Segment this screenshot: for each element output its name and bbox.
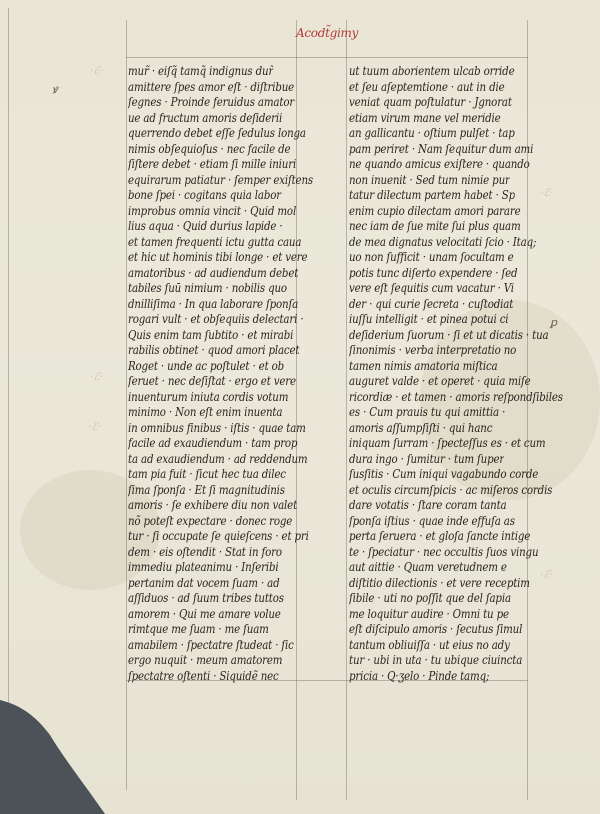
show-through-mark: ·ℰ· xyxy=(90,64,104,77)
text-line: amoris · ſe exhibere diu non valet xyxy=(128,497,298,512)
text-line: pricia · Q·ʒelo · Pinde tamq; xyxy=(349,667,490,683)
margin-note-right: ꝑ xyxy=(550,316,557,329)
text-line: ſpectatre oſtenti · Siquidẽ nec xyxy=(128,667,279,683)
text-line: improbus omnia vincit · Quid mol xyxy=(128,202,297,218)
margin-note-left: ꝟ xyxy=(52,83,58,96)
text-line: rabilis obtinet · quod amori placet xyxy=(128,342,300,357)
text-line: etiam virum mane vel meridie xyxy=(349,109,501,125)
text-line: lius aqua · Quid durius lapide · xyxy=(128,218,283,233)
text-line: amabilem · ſpectatre ſtudeat · ſic xyxy=(128,636,294,652)
text-line: ſusſitis · Cum iniqui vagabundo corde xyxy=(349,466,539,481)
text-line: minimo · Non eſt enim inuenta xyxy=(128,404,283,419)
text-line: nõ poteſt expectare · donec roge xyxy=(128,512,293,528)
text-line: dura ingo · ſumitur · tum ſuper xyxy=(349,450,505,466)
text-line: an gallicantu · oſtium pulſet · tap xyxy=(349,125,515,140)
text-line: dare votatis · ſtare coram tanta xyxy=(349,497,507,512)
text-line: ricordiæ · et tamen · amoris reſpondſibiles xyxy=(349,388,563,404)
text-line: rogari vult · et obſequiis delectari · xyxy=(128,311,304,326)
text-line: veniat quam poſtulatur · Jgnorat xyxy=(349,94,512,109)
text-line: tur · ſi occupate ſe quieſcens · et pri xyxy=(128,528,309,543)
text-line: de mea dignatus velocitati ſcio · Itaq; xyxy=(349,233,537,249)
text-line: tamen nimis amatoria miſtica xyxy=(349,357,498,373)
text-line: aut aittie · Quam veretudnem e xyxy=(349,559,507,574)
text-line: me loquitur audire · Omni tu pe xyxy=(349,605,509,621)
ruling-line xyxy=(346,20,347,800)
text-line: ſeruet · nec deſiſtat · ergo et vere xyxy=(128,373,296,388)
text-line: et oculis circumſpicis · ac miſeros cordis xyxy=(349,481,553,497)
text-line: auguret valde · et operet · quia miſe xyxy=(349,373,531,388)
text-line: amittere ſpes amor eſt · diſtribue xyxy=(128,78,295,94)
ruling-line xyxy=(126,57,528,58)
text-line: facile ad exaudiendum · tam prop xyxy=(128,435,298,450)
text-line: pam periret · Nam ſequitur dum ami xyxy=(349,140,534,156)
text-line: enim cupio dilectam amori parare xyxy=(349,202,521,218)
text-line: bone ſpei · cogitans quia labor xyxy=(128,187,281,202)
text-column-right xyxy=(349,62,563,683)
text-line: deſiderium ſuorum · ſi et ut dicatis · tua xyxy=(349,326,549,342)
text-line: tam pia fuit · ſicut hec tua dilec xyxy=(128,466,286,481)
text-line: dem · eis oſtendit · Stat in foro xyxy=(128,543,282,559)
text-line: ut tuum aborientem ulcab orride xyxy=(349,63,515,78)
text-line: non inuenit · Sed tum nimie pur xyxy=(349,171,510,187)
ruling-line xyxy=(126,20,127,790)
text-line: iuſſu intelligit · et pinea potui ci xyxy=(349,311,509,326)
text-line: tur · ubi in uta · tu ubique ciuincta xyxy=(349,652,523,667)
text-line: dnilliſima · In qua laborare ſponſa xyxy=(128,295,299,311)
text-line: tantum obliuiſſa · ut eius no ady xyxy=(349,636,510,652)
ruling-line xyxy=(8,8,9,708)
text-line: ſima ſponſa · Et ſi magnitudinis xyxy=(128,481,285,497)
text-line: Quis enim tam ſubtito · et mirabi xyxy=(128,326,294,342)
text-line: ergo nuquit · meum amatorem xyxy=(128,652,283,667)
text-line: eſt diſcipulo amoris · ſecutus ſimul xyxy=(349,621,523,636)
text-line: ue ad fructum amoris deſiderii xyxy=(128,109,283,125)
text-line: ſponſa iſtius · quae inde effuſa as xyxy=(349,512,515,528)
text-line: der · qui curie ſecreta · cuſtodiat xyxy=(349,295,514,311)
text-line: diſtitio dilectionis · et vere receptim xyxy=(349,574,530,590)
text-line: Roget · unde ac poſtulet · et ob xyxy=(128,357,285,373)
text-line: et ſeu aſeptemtione · aut in die xyxy=(349,78,505,94)
text-line: querrendo debet eſſe ſedulus longa xyxy=(128,125,306,140)
text-line: ſiſtere debet · etiam ſi mille iniuri xyxy=(128,156,297,171)
text-line: in omnibus finibus · iſtis · quae tam xyxy=(128,419,306,435)
running-head: Acodt̃gimy xyxy=(296,26,359,40)
text-line: iniquam ſurram · ſpecteſſus es · et cum xyxy=(349,435,546,450)
text-line: ſinonimis · verba interpretatio no xyxy=(349,342,517,357)
text-column-left xyxy=(128,62,313,683)
text-line: ſibile · uti no poſſit que del ſapia xyxy=(349,590,511,605)
text-line: potis tunc diſerto expendere · ſed xyxy=(349,264,518,280)
text-line: vere eſt ſequitis cum vacatur · Vi xyxy=(349,280,514,295)
text-line: aſſiduos · ad ſuum tribes tuttos xyxy=(128,590,284,605)
text-line: tatur dilectum partem habet · Sp xyxy=(349,187,516,202)
show-through-mark: ·ℰ· xyxy=(88,420,102,433)
text-line: inuenturum iniuta cordis votum xyxy=(128,388,289,404)
text-line: amatoribus · ad audiendum debet xyxy=(128,264,299,280)
show-through-mark: ·ℰ· xyxy=(540,568,554,581)
text-line: tabiles ſuū nimium · nobilis quo xyxy=(128,280,287,295)
text-line: te · ſpeciatur · nec occultis ſuos vingu xyxy=(349,543,539,559)
text-line: ne quando amicus exiſtere · quando xyxy=(349,156,530,171)
text-line: equirarum patiatur · ſemper exiſtens xyxy=(128,171,313,187)
ruling-line xyxy=(527,20,528,800)
text-line: ſegnes · Proinde feruidus amator xyxy=(128,94,295,109)
text-line: amorem · Qui me amare volue xyxy=(128,605,281,621)
show-through-mark: ·ℰ· xyxy=(90,370,104,383)
text-line: es · Cum prauis tu qui amittia · xyxy=(349,404,506,419)
text-line: nec iam de ſue mite ſui plus quam xyxy=(349,218,521,233)
text-line: perta ſeruera · et gloſa ſancte intige xyxy=(349,528,531,543)
text-line: pertanim dat vocem ſuam · ad xyxy=(128,574,280,590)
text-line: amoris aſſumpſiſti · qui hanc xyxy=(349,419,493,435)
text-line: et tamen frequenti ictu gutta caua xyxy=(128,233,302,249)
text-line: rimtque me ſuam · me ſuam xyxy=(128,621,269,636)
text-line: uo non ſufficit · unam ſocultam e xyxy=(349,249,514,264)
show-through-mark: ·ℰ· xyxy=(540,186,554,199)
text-line: et hic ut hominis tibi longe · et vere xyxy=(128,249,308,264)
text-line: immediu plateanimu · Inſeribi xyxy=(128,559,279,574)
text-line: ta ad exaudiendum · ad reddendum xyxy=(128,450,308,466)
text-line: mur̃ · eiſq̃ tamq̃ indignus dur̃ xyxy=(128,63,274,78)
text-line: nimis obſequioſus · nec facile de xyxy=(128,140,291,156)
